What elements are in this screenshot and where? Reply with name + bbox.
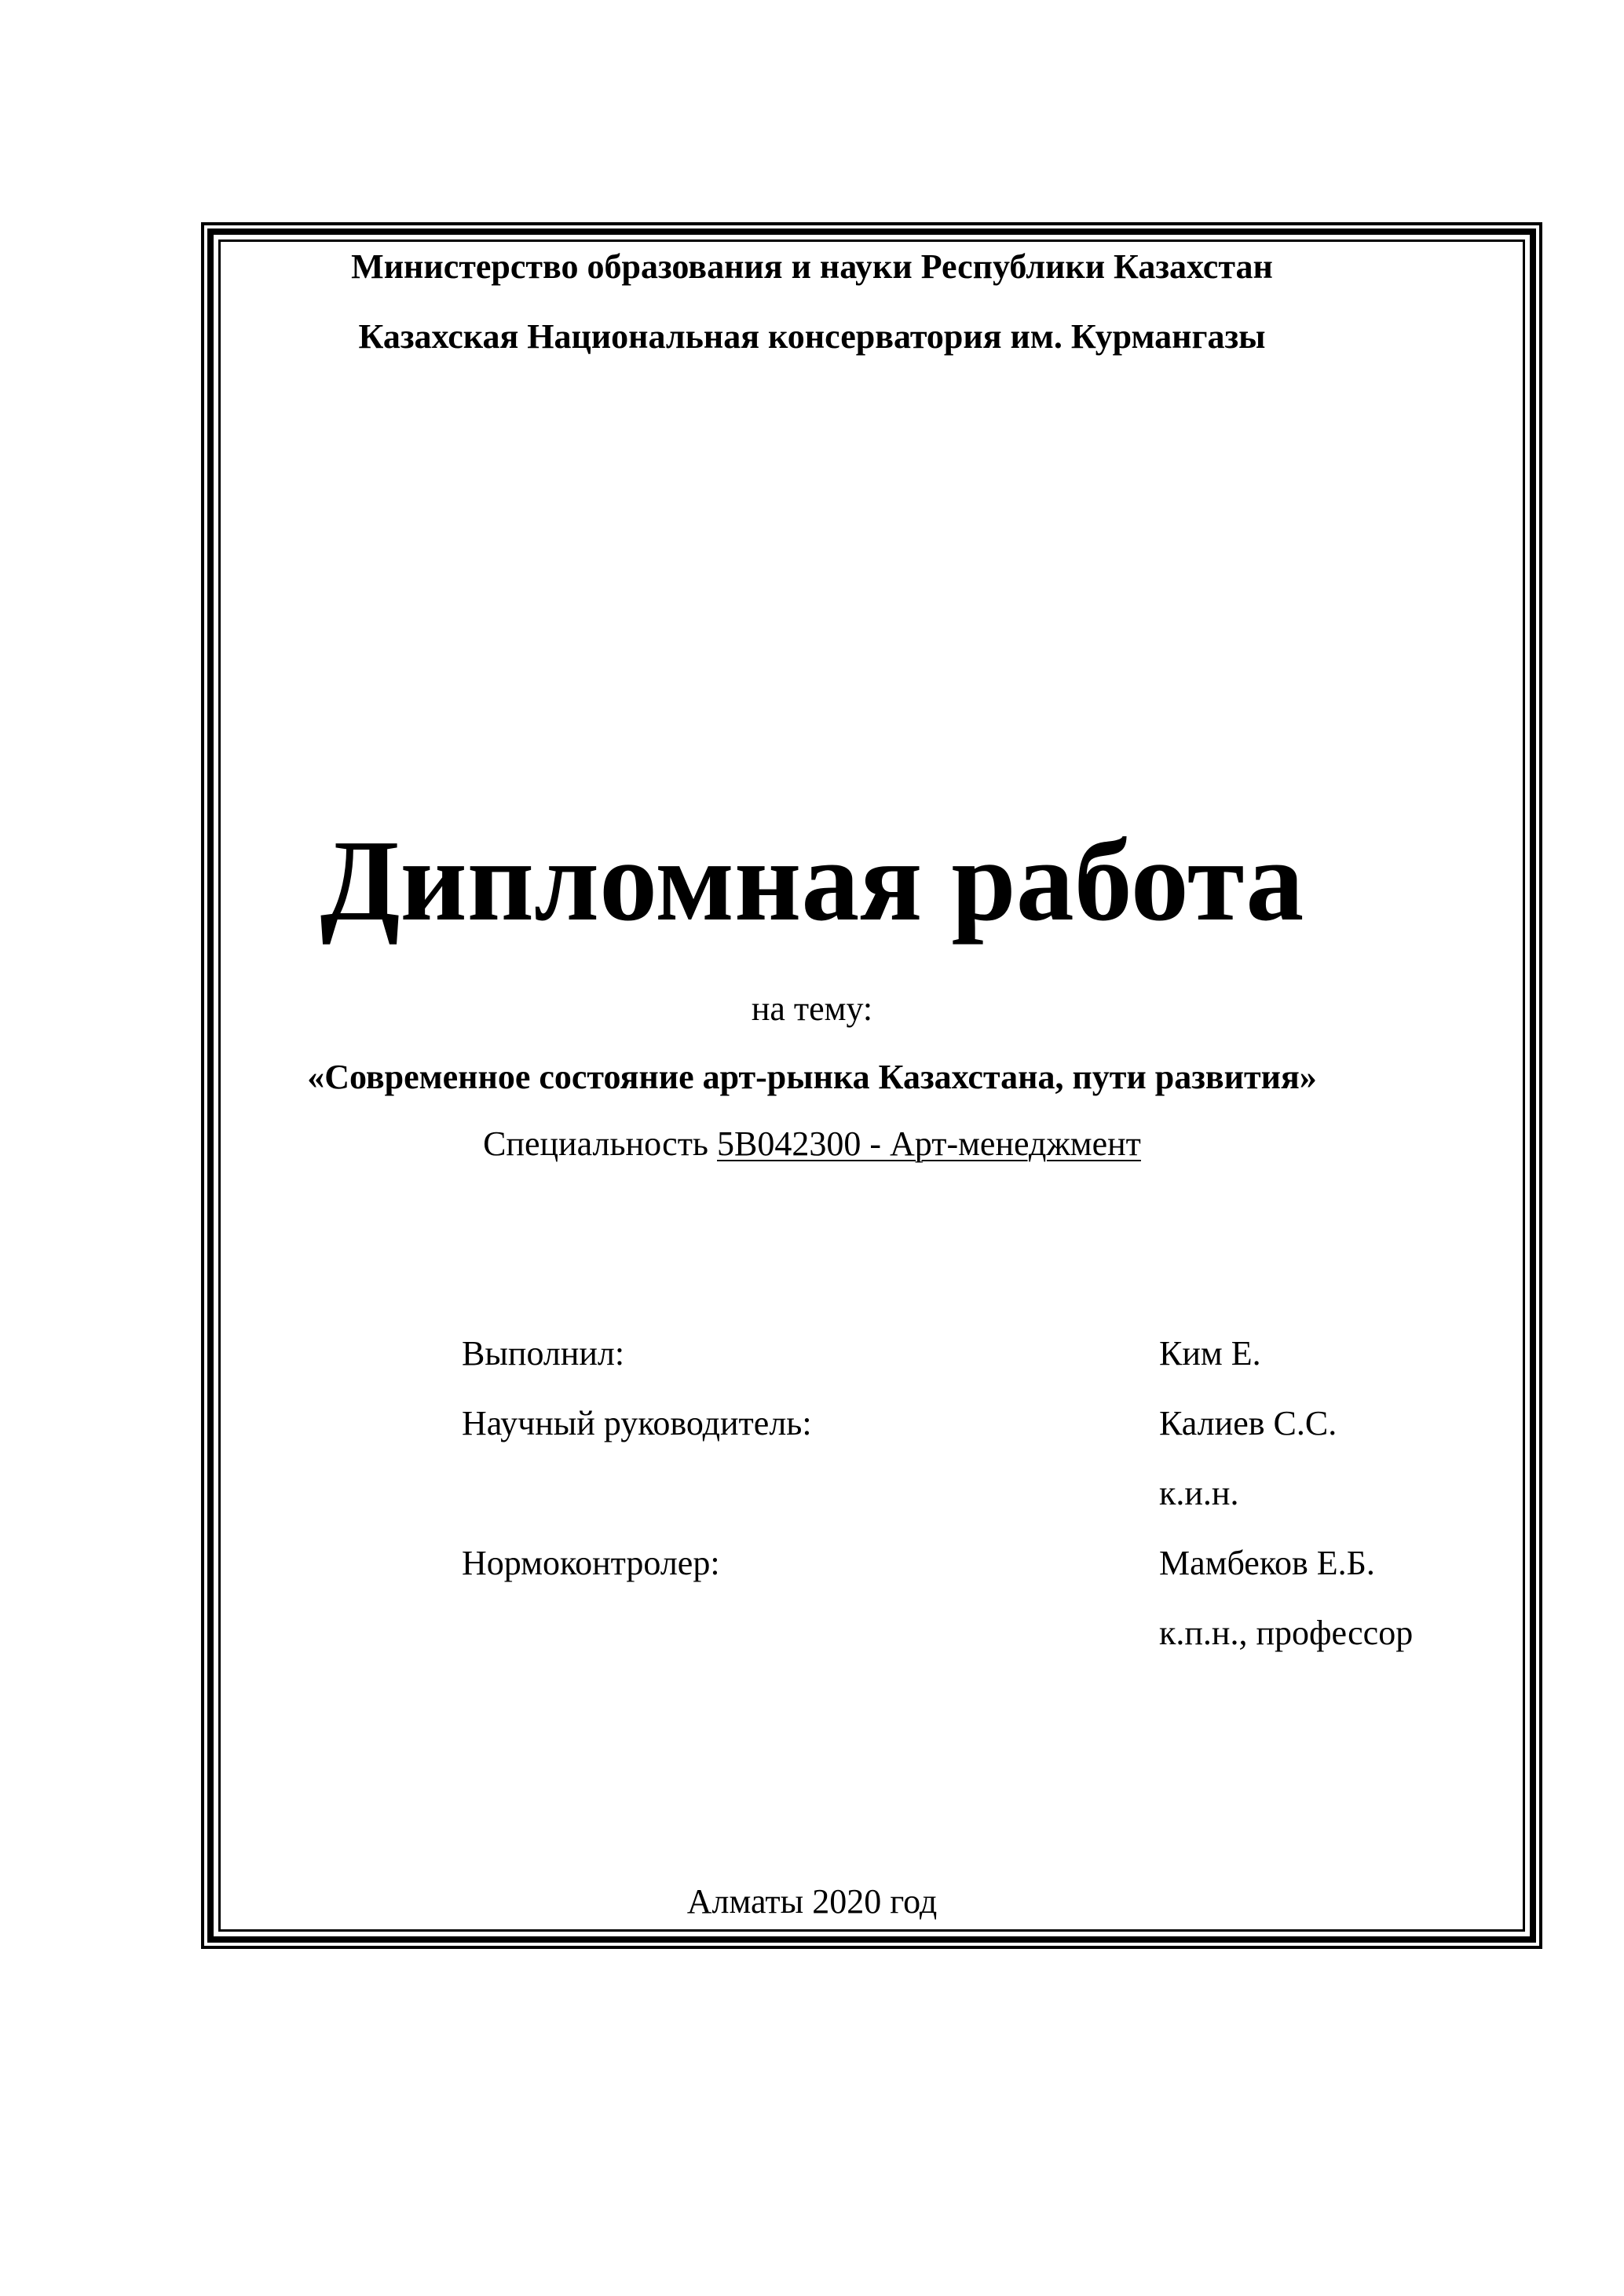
city-year: Алматы 2020 год [686, 1882, 938, 1921]
name-supervisor: Калиев С.С. [1159, 1404, 1337, 1442]
normcontroller-degree: к.п.н., профессор [1159, 1614, 1414, 1652]
role-performer: Выполнил: [462, 1334, 625, 1373]
thesis-topic: «Современное состояние арт-рынка Казахстана, пути развития» [307, 1058, 1317, 1096]
specialty-label: Специальность [483, 1124, 709, 1163]
document-title: Дипломная работа [320, 817, 1304, 945]
subtitle: на тему: [751, 989, 873, 1028]
role-supervisor: Научный руководитель: [462, 1404, 812, 1442]
role-normcontroller: Нормоконтролер: [462, 1544, 720, 1582]
supervisor-degree: к.и.н. [1159, 1474, 1239, 1512]
name-performer: Ким Е. [1159, 1334, 1261, 1373]
name-normcontroller: Мамбеков Е.Б. [1159, 1544, 1375, 1582]
institution-header: Казахская Национальная консерватория им. Курмангазы [358, 317, 1266, 356]
specialty-line [0, 1124, 1624, 1163]
ministry-header: Министерство образования и науки Республики Казахстан [351, 247, 1273, 286]
specialty-code: 5В042300 - Арт-менеджмент [717, 1124, 1141, 1163]
